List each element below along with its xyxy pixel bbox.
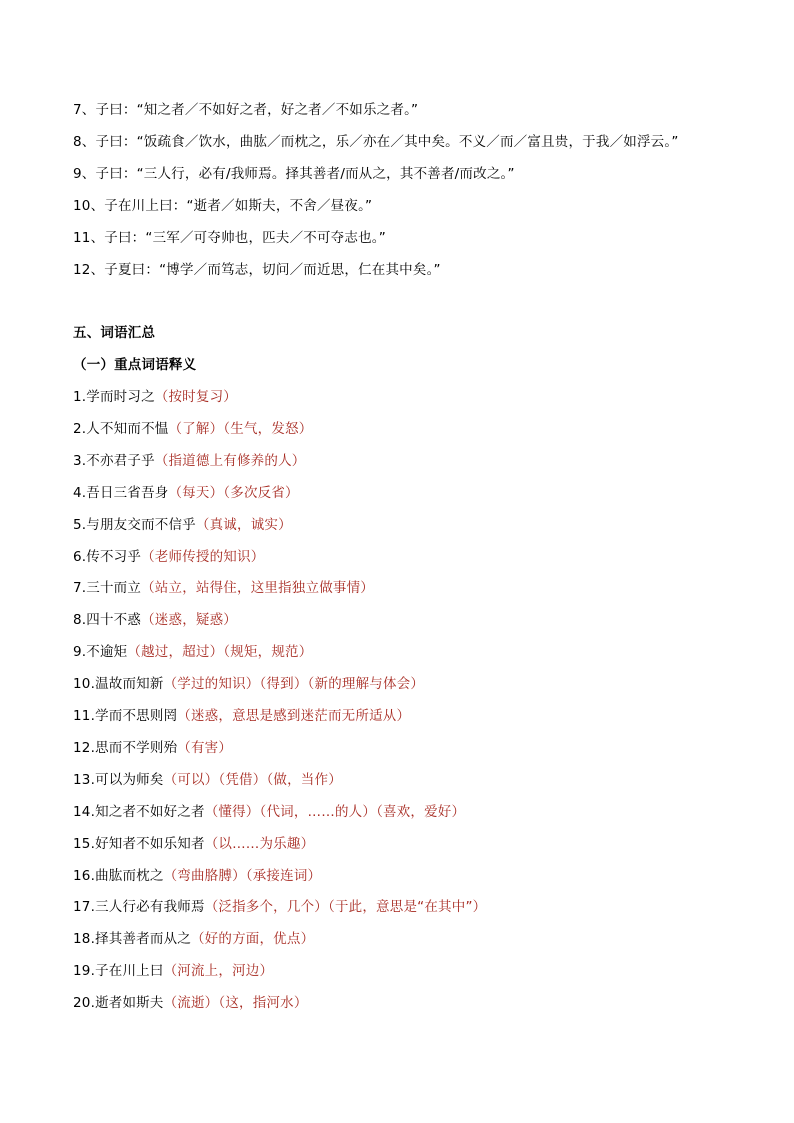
- vocab-annotation: （迷惑，疑惑）: [141, 612, 237, 628]
- vocab-number: 16.: [73, 868, 96, 884]
- vocab-annotation: （弯曲胳膊）: [163, 868, 246, 884]
- vocab-annotation: （按时复习）: [154, 389, 237, 405]
- vocab-annotation: （可以）: [163, 772, 219, 788]
- vocab-item: [73, 833, 314, 855]
- vocab-number: 6.: [73, 549, 87, 565]
- vocab-annotation: （多次反省）: [223, 485, 299, 501]
- vocab-annotation: （喜欢，爱好）: [376, 804, 466, 820]
- vocab-annotation: （新的理解与体会）: [307, 676, 425, 692]
- vocab-number: 19.: [73, 963, 96, 979]
- vocab-annotation: （于此，意思是“在其中”）: [328, 899, 487, 915]
- section-heading: 五、词语汇总: [73, 325, 156, 341]
- vocab-item: [73, 992, 308, 1014]
- vocab-annotation: （生气，发怒）: [223, 421, 313, 437]
- vocab-number: 4.: [73, 485, 87, 501]
- subsection-heading: （一）重点词语释义: [73, 357, 197, 373]
- vocab-phrase: 四十不惑: [86, 612, 142, 628]
- vocab-annotation: （真诚，诚实）: [195, 517, 292, 533]
- vocab-annotation: （做，当作）: [266, 772, 342, 788]
- vocab-number: 15.: [73, 836, 96, 852]
- vocab-number: 2.: [73, 421, 87, 437]
- vocab-annotation: （承接连词）: [245, 868, 322, 884]
- vocab-item: [73, 450, 305, 472]
- vocab-annotation: （了解）: [168, 421, 224, 437]
- vocab-phrase: 曲肱而枕之: [95, 868, 164, 884]
- vocab-phrase: 学而时习之: [86, 389, 155, 405]
- vocab-number: 18.: [73, 931, 96, 947]
- vocab-number: 10.: [73, 676, 96, 692]
- vocab-annotation: （迷惑，意思是感到迷茫而无所适从）: [177, 708, 411, 724]
- vocab-phrase: 三十而立: [86, 580, 142, 596]
- vocab-item: [73, 705, 410, 727]
- vocab-phrase: 三人行必有我师焉: [95, 899, 205, 915]
- vocab-item: [73, 737, 232, 759]
- vocab-item: [73, 482, 299, 504]
- vocab-phrase: 人不知而不愠: [86, 421, 169, 437]
- vocab-annotation: （以……为乐趣）: [204, 836, 315, 852]
- vocab-phrase: 逝者如斯夫: [95, 995, 164, 1011]
- vocab-annotation: （泛指多个，几个）: [204, 899, 328, 915]
- vocab-number: 11.: [73, 708, 96, 724]
- vocab-annotation: （流逝）: [163, 995, 219, 1011]
- vocab-annotation: （懂得）: [204, 804, 260, 820]
- quote-line-10: 10、子在川上曰：“逝者／如斯夫，不舍／昼夜。”: [73, 198, 373, 214]
- vocab-item: [73, 865, 321, 887]
- vocab-number: 9.: [73, 644, 87, 660]
- vocab-phrase: 温故而知新: [95, 676, 164, 692]
- vocab-number: 5.: [73, 517, 87, 533]
- vocab-annotation: （指道德上有修养的人）: [154, 453, 306, 469]
- vocab-annotation: （河流上，河边）: [163, 963, 274, 979]
- quote-line-11: 11、子曰：“三军／可夺帅也，匹夫／不可夺志也。”: [73, 230, 386, 246]
- vocab-item: [73, 960, 273, 982]
- vocab-number: 8.: [73, 612, 87, 628]
- vocab-item: [73, 577, 374, 599]
- vocab-item: [73, 673, 424, 695]
- vocab-item: [73, 514, 292, 536]
- vocab-phrase: 子在川上曰: [95, 963, 164, 979]
- quote-line-9: 9、子曰：“三人行，必有/我师焉。择其善者/而从之，其不善者/而改之。”: [73, 166, 515, 182]
- vocab-annotation: （每天）: [168, 485, 224, 501]
- vocab-annotation: （好的方面，优点）: [190, 931, 315, 947]
- vocab-item: [73, 928, 314, 950]
- vocab-number: 12.: [73, 740, 96, 756]
- vocab-number: 7.: [73, 580, 87, 596]
- vocab-item: [73, 418, 312, 440]
- vocab-annotation: （代词，……的人）: [259, 804, 377, 820]
- vocab-number: 3.: [73, 453, 87, 469]
- quote-line-8: 8、子曰：“饭疏食／饮水，曲肱／而枕之，乐／亦在／其中矣。不义／而／富且贵，于我／如浮云。”: [73, 134, 679, 150]
- vocab-phrase: 不逾矩: [86, 644, 128, 660]
- vocab-item: [73, 641, 312, 663]
- vocab-number: 13.: [73, 772, 96, 788]
- vocab-item: [73, 386, 237, 408]
- vocab-annotation: （这，指河水）: [218, 995, 308, 1011]
- vocab-annotation: （学过的知识）: [163, 676, 260, 692]
- vocab-annotation: （越过，超过）: [127, 644, 224, 660]
- vocab-annotation: （规矩，规范）: [223, 644, 313, 660]
- vocab-annotation: （得到）: [259, 676, 308, 692]
- vocab-number: 1.: [73, 389, 87, 405]
- vocab-phrase: 学而不思则罔: [95, 708, 178, 724]
- vocab-phrase: 好知者不如乐知者: [95, 836, 205, 852]
- vocab-annotation: （有害）: [177, 740, 233, 756]
- vocab-phrase: 与朋友交而不信乎: [86, 517, 196, 533]
- quote-line-7: 7、子曰：“知之者／不如好之者，好之者／不如乐之者。”: [73, 102, 419, 118]
- vocab-phrase: 知之者不如好之者: [95, 804, 205, 820]
- vocab-phrase: 吾日三省吾身: [86, 485, 169, 501]
- vocab-phrase: 传不习乎: [86, 549, 142, 565]
- vocab-phrase: 可以为师矣: [95, 772, 164, 788]
- vocab-phrase: 思而不学则殆: [95, 740, 178, 756]
- quote-line-12: 12、子夏曰：“博学／而笃志，切问／而近思，仁在其中矣。”: [73, 262, 441, 278]
- vocab-number: 20.: [73, 995, 96, 1011]
- vocab-item: [73, 609, 237, 631]
- vocab-phrase: 择其善者而从之: [95, 931, 191, 947]
- vocab-item: [73, 769, 342, 791]
- vocab-number: 14.: [73, 804, 96, 820]
- vocab-item: [73, 801, 465, 823]
- vocab-number: 17.: [73, 899, 96, 915]
- vocab-phrase: 不亦君子乎: [86, 453, 155, 469]
- vocab-annotation: （站立，站得住，这里指独立做事情）: [141, 580, 374, 596]
- vocab-item: [73, 546, 264, 568]
- vocab-item: [73, 896, 486, 918]
- vocab-annotation: （凭借）: [218, 772, 267, 788]
- vocab-annotation: （老师传授的知识）: [141, 549, 265, 565]
